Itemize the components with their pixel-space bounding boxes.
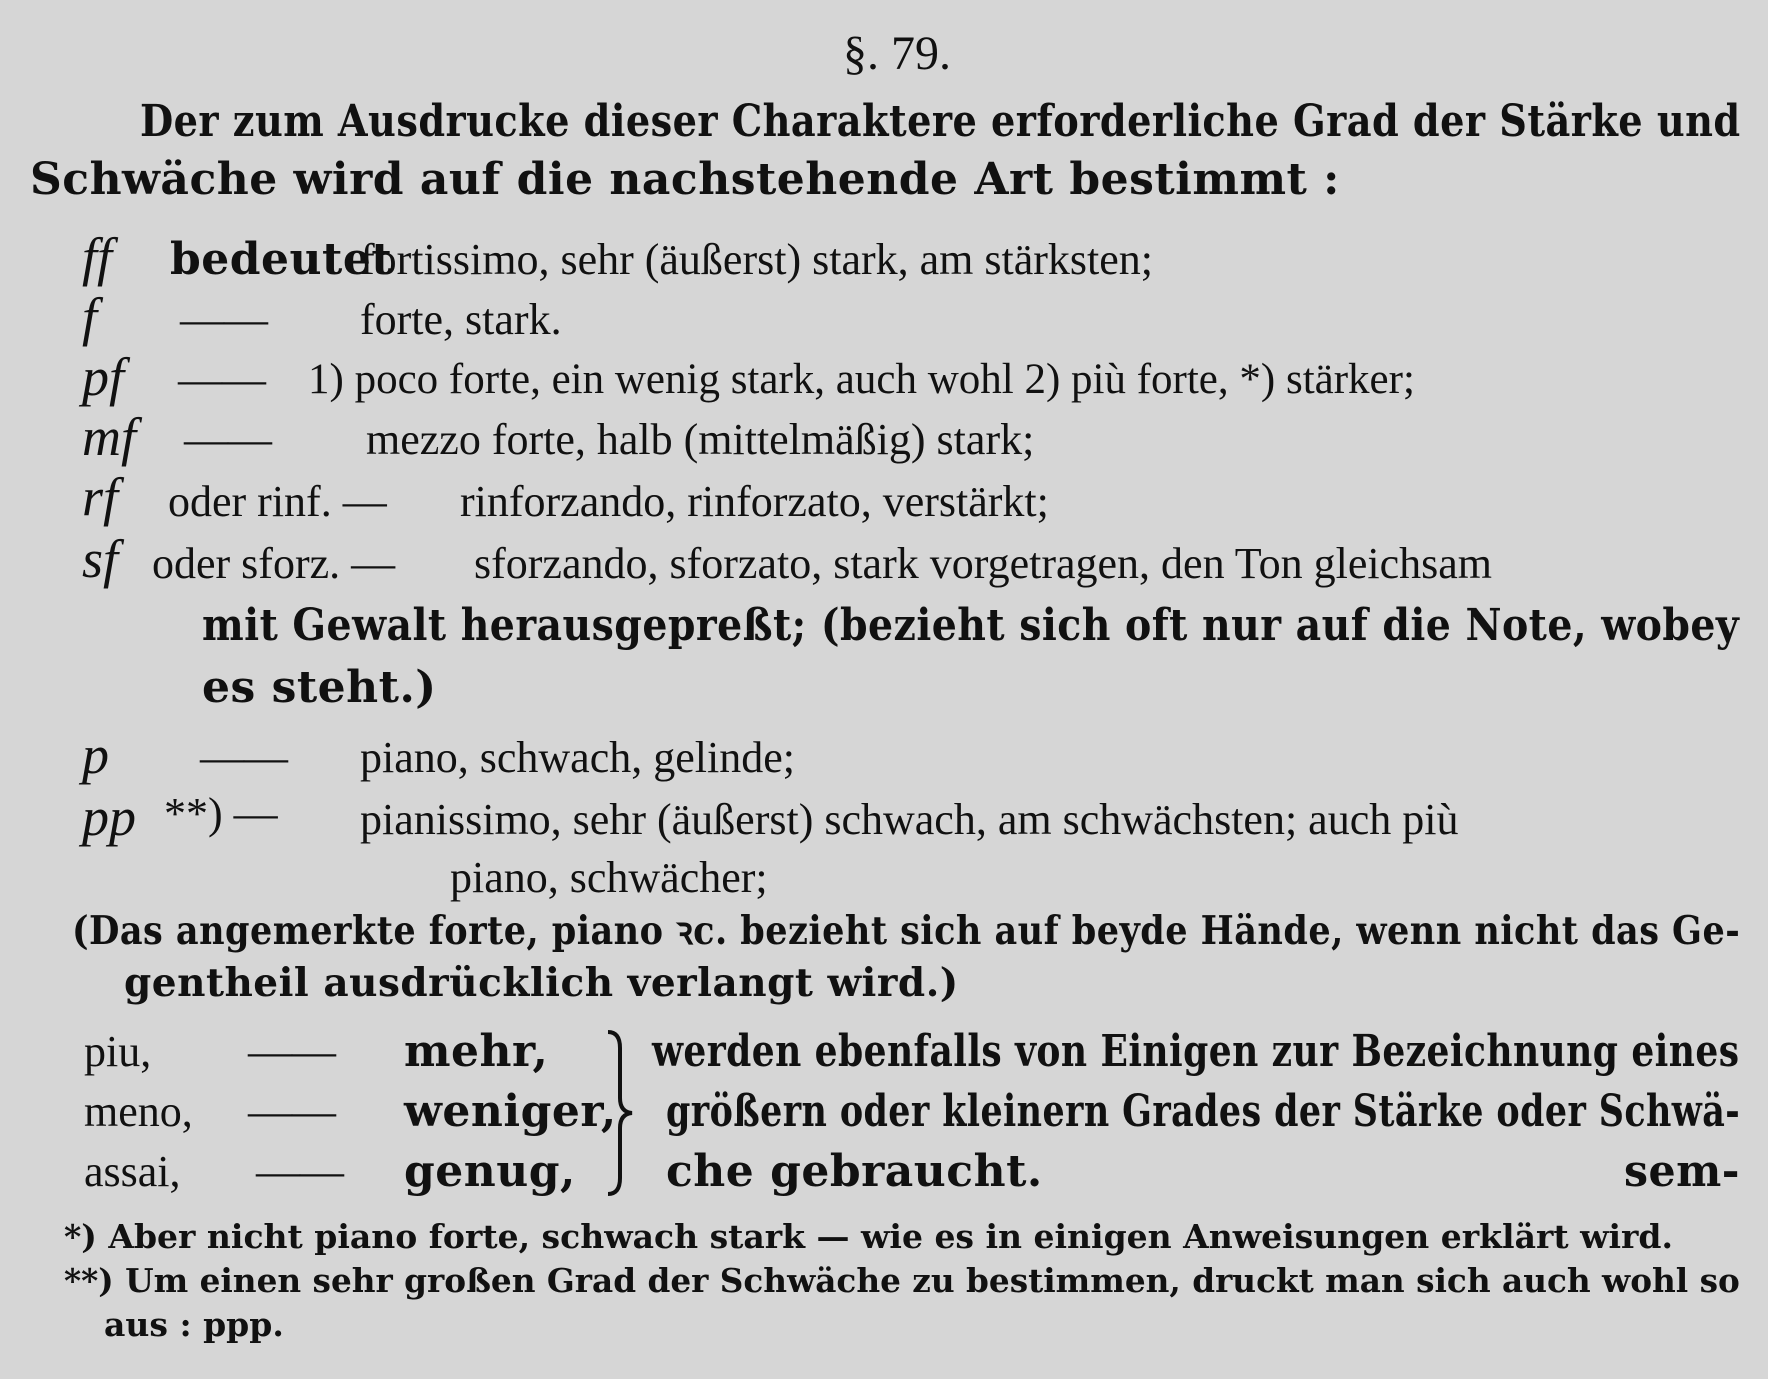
modifier-dash: —— — [248, 1087, 336, 1136]
dynamic-mark: p — [82, 725, 109, 785]
footnote-2: **) Um einen sehr großen Grad der Schwäche zu bestimmen, druckt man sich auch wohl so — [64, 1261, 1740, 1300]
section-heading: §. 79. — [843, 27, 951, 80]
dynamic-mark: f — [82, 287, 98, 347]
modifiers-description-line-3: che gebraucht. — [666, 1146, 1043, 1197]
dynamic-connector: oder rinf. — — [168, 477, 387, 526]
dynamic-continuation: piano, schwächer; — [450, 853, 768, 902]
modifier-dash: —— — [256, 1147, 344, 1196]
dynamic-meaning: 1) poco forte, ein wenig stark, auch wohl 2) più forte, *) stärker; — [308, 356, 1415, 403]
dynamic-mark: ff — [82, 227, 113, 287]
dynamic-connector: —— — [200, 733, 288, 782]
modifier-meaning: genug, — [404, 1146, 576, 1197]
modifier-term: piu, — [84, 1027, 152, 1076]
dynamic-meaning: forte, stark. — [360, 295, 562, 344]
dynamic-meaning: pianissimo, sehr (äußerst) schwach, am schwächsten; auch più — [360, 795, 1459, 844]
dynamic-connector: —— — [180, 295, 268, 344]
remark-line-1: (Das angemerkte forte, piano ꝛc. bezieht sich auf beyde Hände, wenn nicht das Ge- — [72, 908, 1741, 954]
dynamic-connector: oder sforz. — — [152, 539, 396, 588]
modifier-term: assai, — [84, 1147, 181, 1196]
modifiers-description-line-1: werden ebenfalls von Einigen zur Bezeichnung eines — [652, 1026, 1740, 1077]
modifier-term: meno, — [84, 1087, 193, 1136]
footnote-1: *) Aber nicht piano forte, schwach stark — wie es in einigen Anweisungen erklärt wird. — [64, 1217, 1673, 1256]
modifier-meaning: mehr, — [404, 1026, 549, 1077]
dynamic-continuation: mit Gewalt herausgepreßt; (bezieht sich oft nur auf die Note, wobey — [202, 600, 1740, 651]
intro-line-2: Schwäche wird auf die nachstehende Art bestimmt : — [30, 154, 1340, 205]
remark-line-2: gentheil ausdrücklich verlangt wird.) — [124, 960, 959, 1006]
intro-line-1: Der zum Ausdrucke dieser Charaktere erforderliche Grad der Stärke und — [140, 96, 1741, 147]
dynamic-meaning: rinforzando, rinforzato, verstärkt; — [460, 477, 1049, 526]
dynamic-mark: mf — [82, 407, 136, 467]
dynamic-mark: sf — [82, 529, 119, 589]
dynamic-continuation: es steht.) — [202, 662, 437, 713]
modifier-meaning: weniger, — [404, 1086, 617, 1137]
dynamic-connector: **) — — [164, 789, 278, 838]
dynamic-meaning: piano, schwach, gelinde; — [360, 733, 795, 782]
catchword: sem- — [1624, 1146, 1741, 1197]
dynamic-mark: pf — [82, 347, 125, 407]
dynamic-connector: —— — [178, 355, 266, 404]
curly-brace-icon — [600, 1028, 640, 1198]
modifiers-description-line-2: größern oder kleinern Grades der Stärke oder Schwä- — [666, 1086, 1741, 1137]
dynamic-connector: bedeutet — [170, 234, 393, 285]
dynamic-meaning: fortissimo, sehr (äußerst) stark, am stärksten; — [360, 235, 1154, 284]
dynamic-meaning: mezzo forte, halb (mittelmäßig) stark; — [366, 415, 1035, 464]
dynamic-mark: rf — [82, 467, 119, 527]
dynamic-meaning: sforzando, sforzato, stark vorgetragen, den Ton gleichsam — [474, 539, 1492, 588]
dynamic-connector: —— — [184, 415, 272, 464]
modifier-dash: —— — [248, 1027, 336, 1076]
footnote-2-continuation: aus : ppp. — [104, 1305, 284, 1344]
dynamic-mark: pp — [82, 787, 136, 847]
